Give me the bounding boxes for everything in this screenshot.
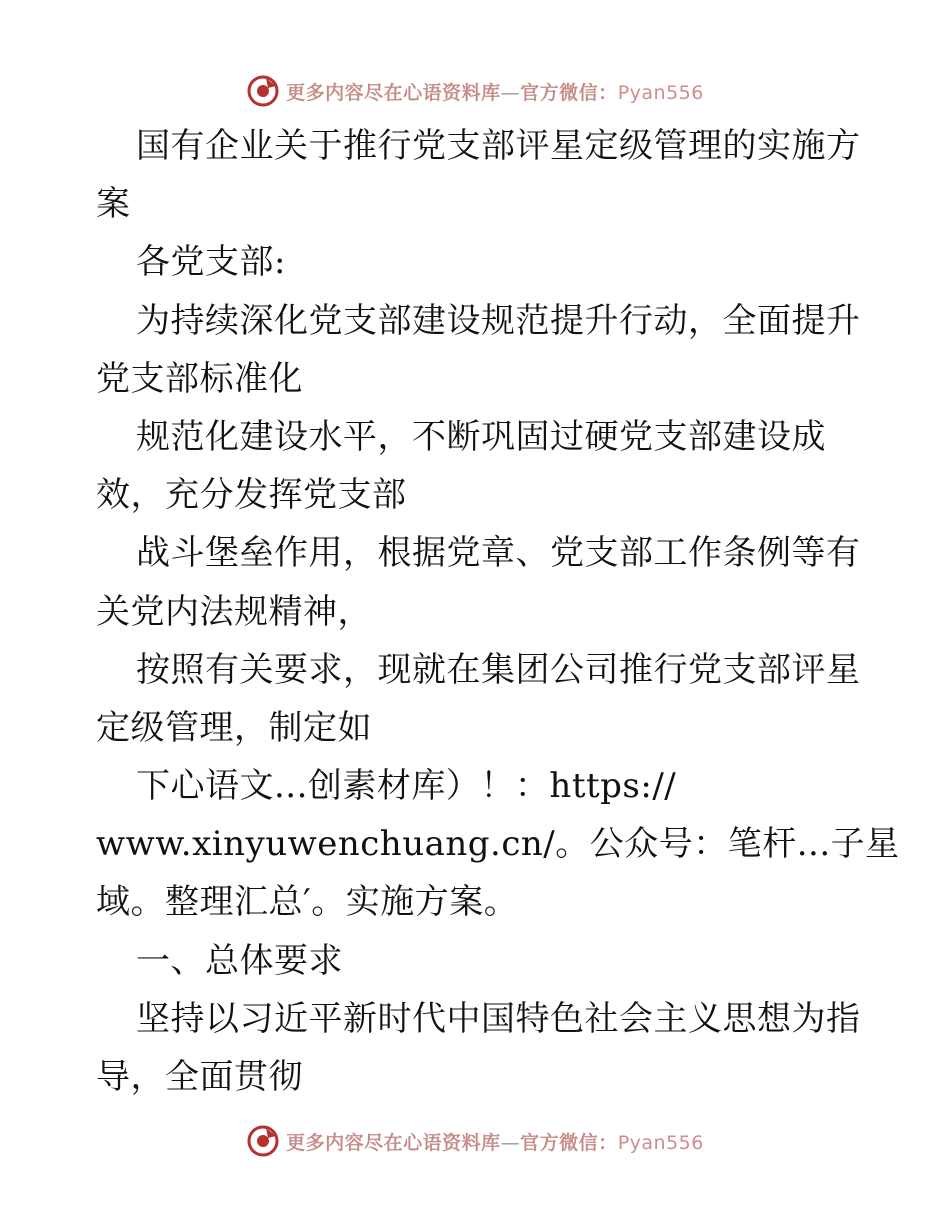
doc-paragraph-line: 域。整理汇总′。实施方案。	[96, 882, 519, 923]
doc-paragraph-line: 下心语文...创素材库）！：https://	[136, 766, 677, 807]
header-watermark-text	[286, 78, 704, 105]
footer-watermark-text	[286, 1128, 704, 1155]
watermark-wechat-id: Pyan556	[617, 1131, 704, 1154]
doc-paragraph-line: 规范化建设水平，不断巩固过硬党支部建设成	[136, 416, 826, 457]
doc-salutation: 各党支部:	[136, 242, 286, 283]
watermark-title: 更多内容尽在心语资料库	[286, 1131, 501, 1154]
watermark-separator: —	[500, 1131, 521, 1154]
doc-paragraph-line: 效，充分发挥党支部	[96, 475, 407, 516]
doc-paragraph-line: 导，全面贯彻	[96, 1057, 303, 1097]
doc-title-line-1: 国有企业关于推行党支部评星定级管理的实施方	[136, 126, 861, 166]
doc-paragraph-line: 坚持以习近平新时代中国特色社会主义思想为指	[136, 998, 861, 1039]
logo-icon	[246, 1124, 280, 1158]
doc-paragraph-line: 党支部标准化	[96, 358, 303, 399]
doc-section-heading: 一、总体要求	[136, 940, 343, 981]
doc-paragraph-line: www.xinyuwenchuang.cn/。公众号：笔杆...子星	[96, 824, 900, 865]
watermark-title: 更多内容尽在心语资料库	[286, 81, 501, 104]
doc-title-line-2: 案	[96, 184, 131, 225]
footer-watermark	[0, 1121, 950, 1161]
doc-paragraph-line: 定级管理，制定如	[96, 707, 372, 748]
watermark-wechat-id: Pyan556	[617, 81, 704, 104]
doc-paragraph-line: 为持续深化党支部建设规范提升行动，全面提升	[136, 300, 861, 341]
logo-icon	[246, 74, 280, 108]
header-watermark	[0, 71, 950, 111]
watermark-wechat-label: 官方微信：	[520, 81, 618, 104]
doc-paragraph-line: 按照有关要求，现就在集团公司推行党支部评星	[136, 649, 861, 690]
doc-paragraph-line: 战斗堡垒作用，根据党章、党支部工作条例等有	[136, 533, 861, 574]
doc-paragraph-line: 关党内法规精神，	[96, 591, 372, 632]
watermark-wechat-label: 官方微信：	[520, 1131, 618, 1154]
watermark-separator: —	[500, 81, 521, 104]
document-body	[96, 117, 900, 1106]
